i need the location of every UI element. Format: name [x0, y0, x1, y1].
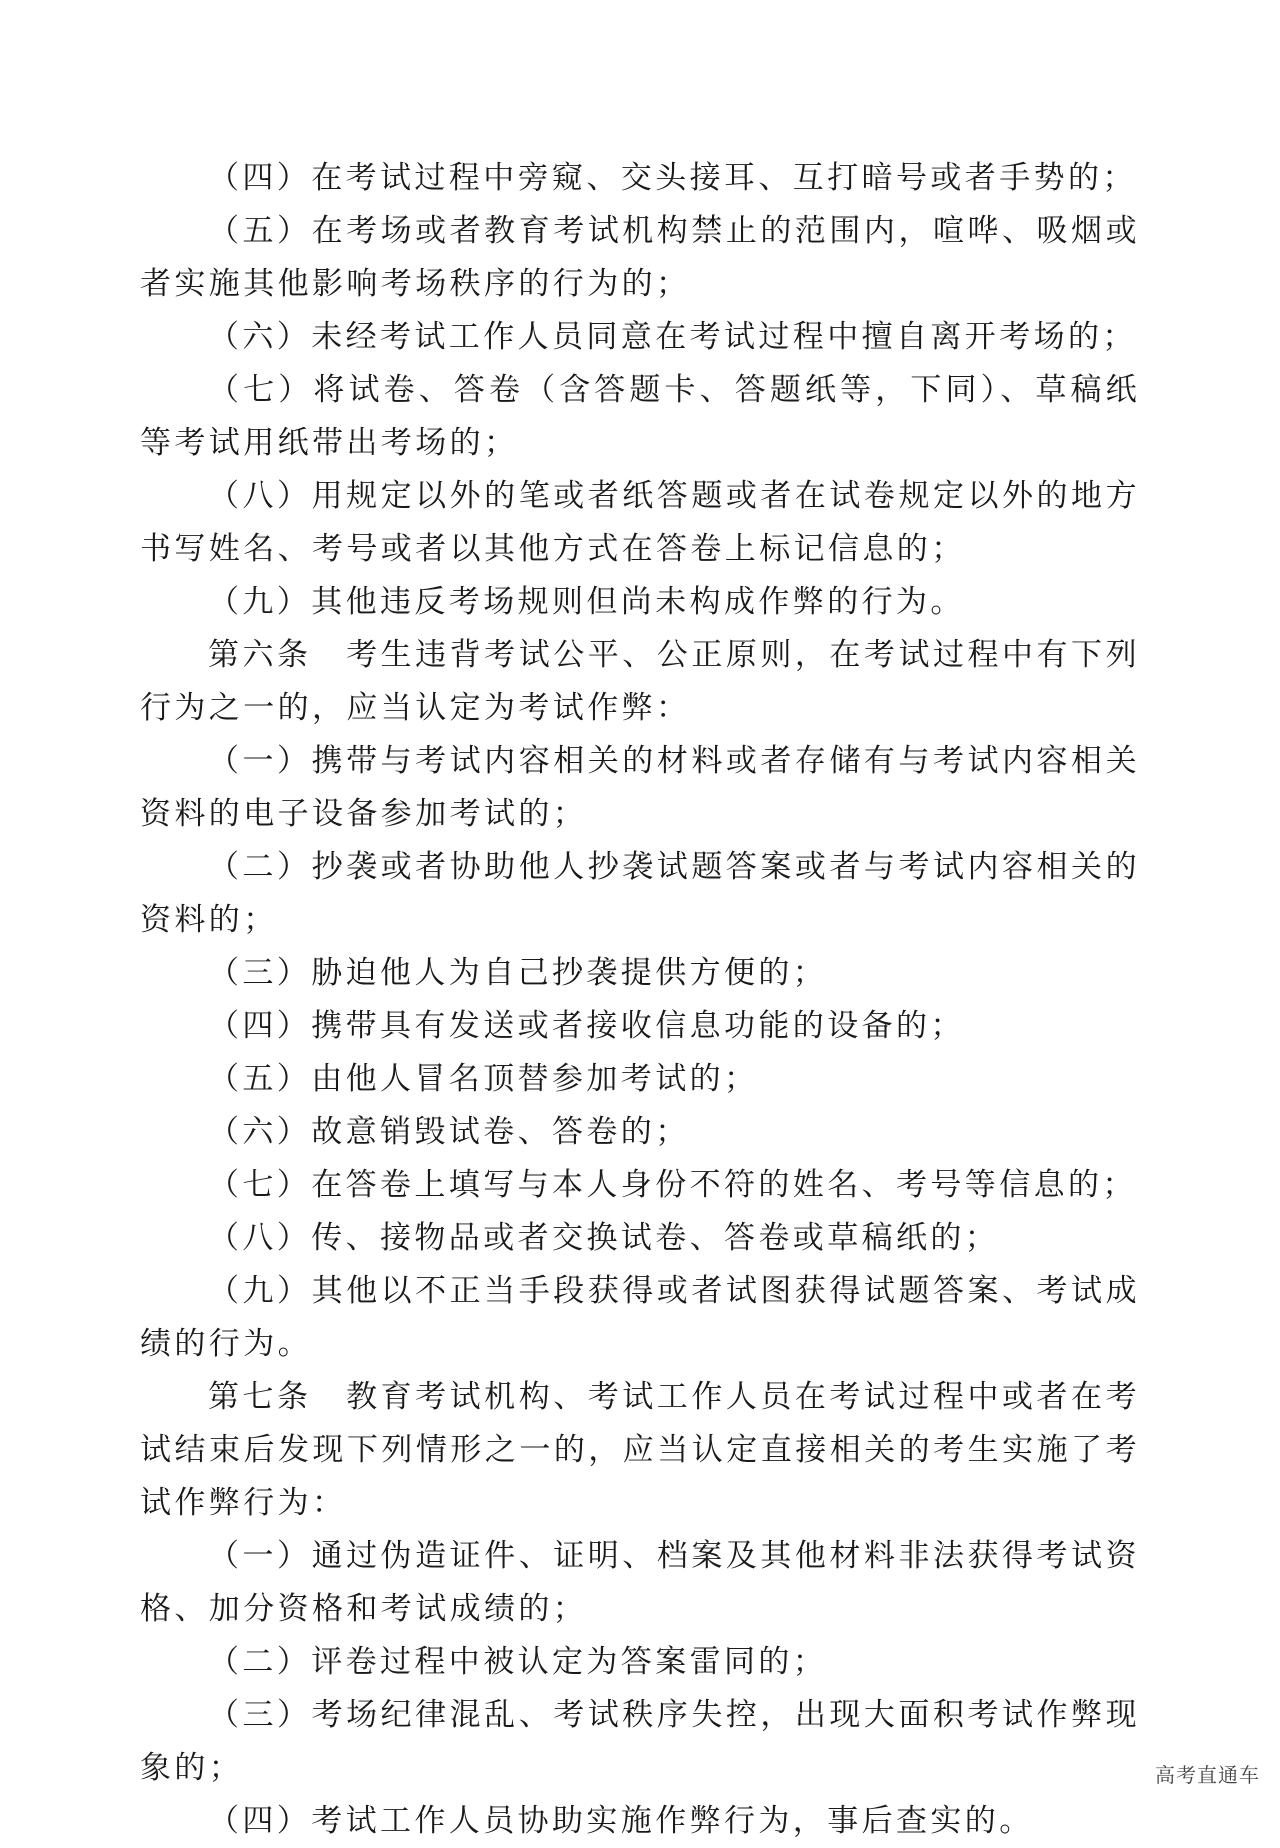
paragraph-item-8-marking: （八）用规定以外的笔或者纸答题或者在试卷规定以外的地方书写姓名、考号或者以其他方式在答卷上标记信息的； [140, 478, 1140, 567]
paragraph-item-6-leaving: （六）未经考试工作人员同意在考试过程中擅自离开考场的； [208, 319, 1137, 355]
document-body [140, 152, 1140, 1848]
article-6-heading: 第六条 考生违背考试公平、公正原则，在考试过程中有下列行为之一的，应当认定为考试作弊： [140, 637, 1140, 726]
watermark-label: 高考直通车 [1155, 1763, 1260, 1787]
paragraph-a6-item-5: （五）由他人冒名顶替参加考试的； [208, 1061, 759, 1097]
paragraph-a7-item-4: （四）考试工作人员协助实施作弊行为，事后查实的。 [208, 1803, 1034, 1839]
paragraph-a6-item-3: （三）胁迫他人为自己抄袭提供方便的； [208, 955, 828, 991]
paragraph-a6-item-1: （一）携带与考试内容相关的材料或者存储有与考试内容相关资料的电子设备参加考试的； [140, 743, 1140, 832]
paragraph-a6-item-4: （四）携带具有发送或者接收信息功能的设备的； [208, 1008, 965, 1044]
article-7-heading: 第七条 教育考试机构、考试工作人员在考试过程中或者在考试结束后发现下列情形之一的，应当认定直接相关的考生实施了考试作弊行为： [140, 1379, 1140, 1521]
paragraph-item-4-peeking: （四）在考试过程中旁窥、交头接耳、互打暗号或者手势的； [208, 160, 1137, 196]
paragraph-item-9-other-violations: （九）其他违反考场规则但尚未构成作弊的行为。 [208, 584, 965, 620]
paragraph-item-7-taking-papers: （七）将试卷、答卷（含答题卡、答题纸等，下同）、草稿纸等考试用纸带出考场的； [140, 372, 1140, 461]
paragraph-item-5-noise: （五）在考场或者教育考试机构禁止的范围内，喧哗、吸烟或者实施其他影响考场秩序的行为的； [140, 213, 1140, 302]
paragraph-a6-item-8: （八）传、接物品或者交换试卷、答卷或草稿纸的； [208, 1220, 1000, 1256]
paragraph-a6-item-9: （九）其他以不正当手段获得或者试图获得试题答案、考试成绩的行为。 [140, 1273, 1140, 1362]
paragraph-a6-item-6: （六）故意销毁试卷、答卷的； [208, 1114, 690, 1150]
paragraph-a7-item-3: （三）考场纪律混乱、考试秩序失控，出现大面积考试作弊现象的； [140, 1697, 1140, 1786]
paragraph-a6-item-7: （七）在答卷上填写与本人身份不符的姓名、考号等信息的； [208, 1167, 1137, 1203]
paragraph-a7-item-2: （二）评卷过程中被认定为答案雷同的； [208, 1644, 828, 1680]
paragraph-a7-item-1: （一）通过伪造证件、证明、档案及其他材料非法获得考试资格、加分资格和考试成绩的； [140, 1538, 1140, 1627]
paragraph-a6-item-2: （二）抄袭或者协助他人抄袭试题答案或者与考试内容相关的资料的； [140, 849, 1140, 938]
